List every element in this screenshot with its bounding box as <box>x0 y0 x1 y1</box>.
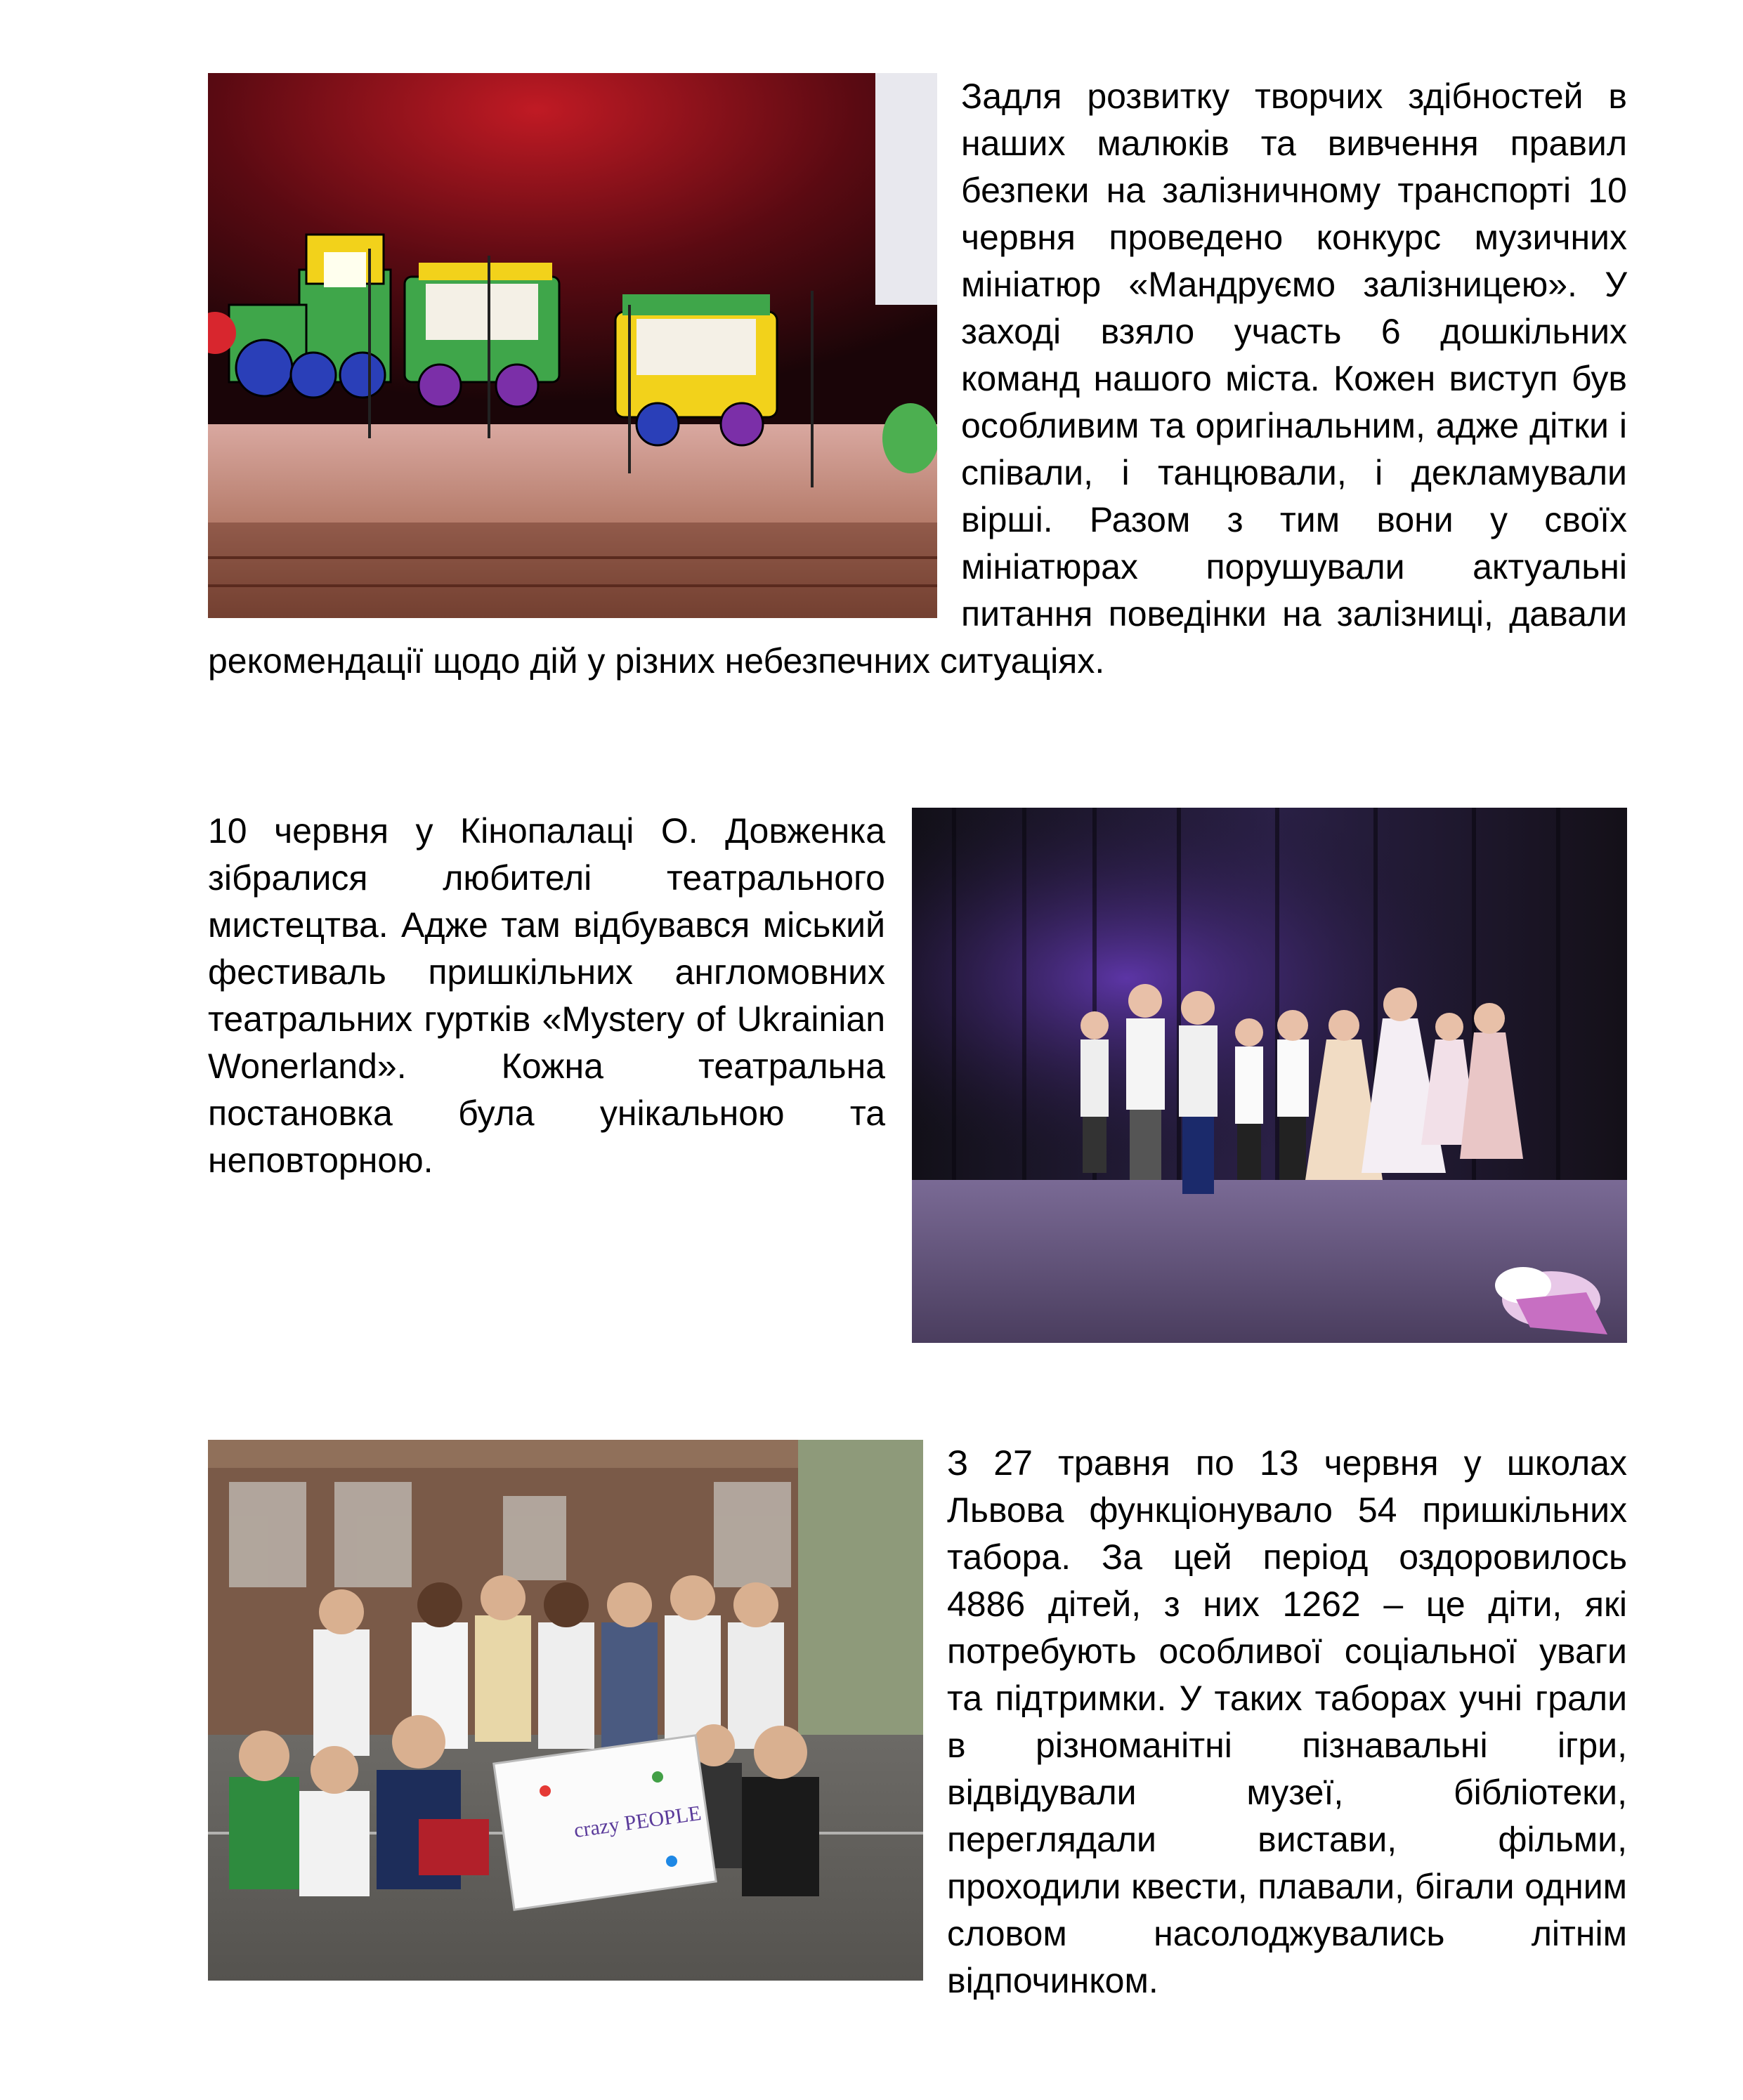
photo-camp-group <box>208 1440 923 1981</box>
section-3-text: З 27 травня по 13 червня у школах Львова функціонувало 54 пришкільних табора. За цей період оздоровилось 4886 дітей, з них 1262 – це діти, які потребують особливої соціальної уваги та підтримки. У таких таборах учні грали в різноманітні пізнавальні ігри, відвідували музеї, бібліотеки, переглядали вистави, фільми, проходили квести, плавали, бігали одним словом насолоджувались літнім відпочинком. <box>947 1443 1627 2000</box>
camp-group-illustration <box>208 1440 923 1981</box>
section-2-text: 10 червня у Кінопалаці О. Довженка зібралися любителі театрального мистецтва. Адже там відбувався міський фестиваль пришкільних англомовних театральних гуртків «Mystery of Ukrainian Wonerland». Кожна театральна постановка була унікальною та неповторною. <box>208 811 885 1180</box>
train-stage-illustration <box>208 73 937 618</box>
section-theatre-festival <box>208 808 1627 1350</box>
crazy-people-poster <box>494 1735 716 1910</box>
photo-train-stage <box>208 73 937 618</box>
section-railway-contest <box>208 73 1627 685</box>
section-summer-camps <box>208 1440 1627 2004</box>
poster-text: crazy PEOPLE <box>572 1801 703 1843</box>
theatre-stage-illustration <box>912 808 1627 1343</box>
photo-theatre-stage <box>912 808 1627 1343</box>
section-1-text: Задля розвитку творчих здібностей в наших малюків та вивчення правил безпеки на залізничному транспорті 10 червня проведено конкурс музичних мініатюр «Мандруємо залізницею». У заході взяло участь 6 дошкільних команд нашого міста. Кожен виступ був особливим та оригінальним, адже дітки і співали, і танцювали, і декламували вірші. Разом з тим вони у своїх мініатюрах порушували актуальні питання поведінки на залізниці, давали рекомендації щодо дій у різних небезпечних ситуаціях. <box>208 77 1627 681</box>
